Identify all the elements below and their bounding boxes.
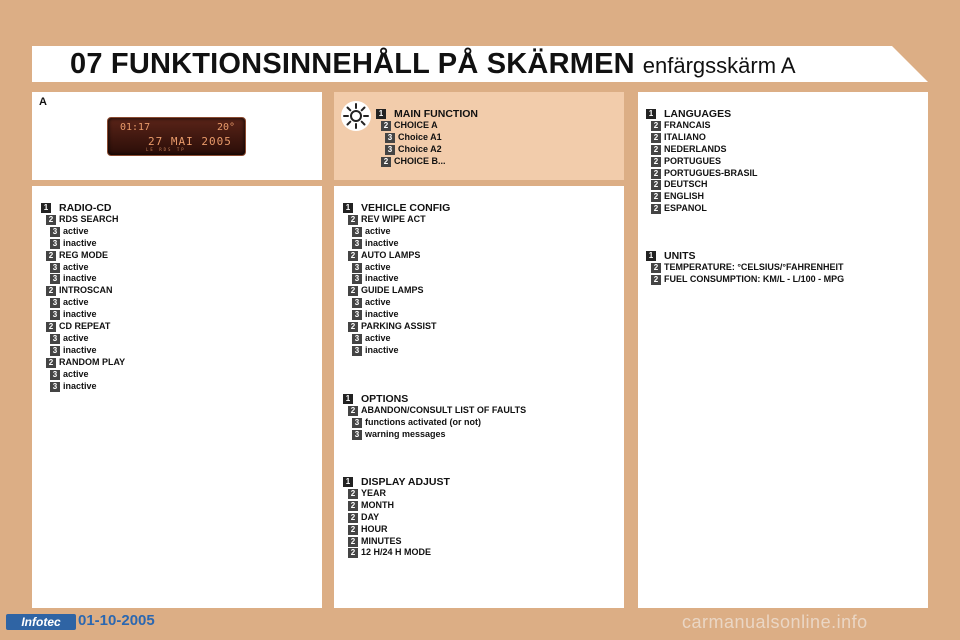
menu-item-label: inactive: [63, 380, 97, 391]
menu-item-label: YEAR: [361, 487, 387, 498]
level-2-badge-icon: 2: [348, 501, 358, 511]
level-2-badge-icon: 2: [348, 322, 358, 332]
menu-item-label: PORTUGUES-BRASIL: [664, 167, 758, 178]
level-3-badge-icon: 3: [352, 346, 362, 356]
menu-item-label: inactive: [365, 309, 399, 320]
lcd-indicators: LE RDS TP: [146, 147, 186, 152]
level-2-badge-icon: 2: [46, 322, 56, 332]
menu-item-label: inactive: [365, 273, 399, 284]
level-1-badge-icon: 1: [343, 203, 353, 213]
level-2-badge-icon: 2: [651, 121, 661, 131]
level-2-badge-icon: 2: [348, 215, 358, 225]
level-2-badge-icon: 2: [651, 145, 661, 155]
level-3-badge-icon: 3: [352, 310, 362, 320]
menu-item-label: ABANDON/CONSULT LIST OF FAULTS: [361, 404, 527, 415]
level-2-badge-icon: 2: [46, 286, 56, 296]
menu-item-label: inactive: [365, 344, 399, 355]
lcd-date: 27 MAI 2005: [148, 135, 232, 148]
level-2-badge-icon: 2: [651, 169, 661, 179]
level-3-badge-icon: 3: [352, 418, 362, 428]
level-2-badge-icon: 2: [651, 192, 661, 202]
level-3-badge-icon: 3: [50, 239, 60, 249]
menu-item-label: DISPLAY ADJUST: [361, 476, 450, 488]
level-2-badge-icon: 2: [348, 286, 358, 296]
level-2-badge-icon: 2: [651, 180, 661, 190]
menu-item-label: active: [63, 225, 89, 236]
menu-item-label: Choice A1: [398, 131, 442, 142]
infotec-logo: Infotec: [6, 614, 76, 630]
menu-item-label: ITALIANO: [664, 131, 706, 142]
level-2-badge-icon: 2: [348, 489, 358, 499]
menu-item-label: Choice A2: [398, 143, 442, 154]
level-2-badge-icon: 2: [381, 121, 391, 131]
menu-item-label: inactive: [63, 237, 97, 248]
level-2-badge-icon: 2: [46, 251, 56, 261]
menu-item-label: FUEL CONSUMPTION: KM/L - L/100 - MPG: [664, 273, 845, 284]
menu-item-label: MINUTES: [361, 535, 402, 546]
level-2-badge-icon: 2: [651, 157, 661, 167]
display-label: A: [39, 96, 47, 108]
level-1-badge-icon: 1: [646, 109, 656, 119]
menu-item-label: active: [63, 332, 89, 343]
level-2-badge-icon: 2: [651, 204, 661, 214]
level-2-badge-icon: 2: [381, 157, 391, 167]
menu-item-label: active: [365, 225, 391, 236]
menu-item-label: CHOICE B...: [394, 155, 446, 166]
menu-item-label: DAY: [361, 511, 380, 522]
level-3-badge-icon: 3: [50, 274, 60, 284]
menu-item-label: 12 H/24 H MODE: [361, 547, 432, 558]
level-3-badge-icon: 3: [50, 298, 60, 308]
level-3-badge-icon: 3: [385, 145, 395, 155]
level-3-badge-icon: 3: [352, 239, 362, 249]
lcd-temperature: 20°: [216, 122, 235, 133]
menu-item-label: PORTUGUES: [664, 155, 722, 166]
menu-item-label: RANDOM PLAY: [59, 356, 126, 367]
level-3-badge-icon: 3: [352, 298, 362, 308]
level-2-badge-icon: 2: [348, 525, 358, 535]
menu-item-label: AUTO LAMPS: [361, 249, 421, 260]
level-3-badge-icon: 3: [50, 263, 60, 273]
footer-date: 01-10-2005: [78, 612, 155, 629]
menu-item-label: REV WIPE ACT: [361, 213, 426, 224]
menu-item-label: PARKING ASSIST: [361, 321, 437, 331]
menu-item-label: HOUR: [361, 523, 388, 534]
menu-item-label: functions activated (or not): [365, 416, 482, 427]
menu-item-label: CD REPEAT: [59, 321, 111, 331]
menu-item-label: active: [63, 297, 89, 308]
level-2-badge-icon: 2: [348, 406, 358, 416]
level-3-badge-icon: 3: [385, 133, 395, 143]
level-1-badge-icon: 1: [343, 394, 353, 404]
menu-item-label: FRANCAIS: [664, 119, 711, 130]
level-3-badge-icon: 3: [352, 274, 362, 284]
level-3-badge-icon: 3: [50, 227, 60, 237]
level-3-badge-icon: 3: [352, 430, 362, 440]
header-text: [70, 48, 796, 81]
menu-item-label: RADIO-CD: [59, 202, 112, 214]
menu-item-label: active: [63, 368, 89, 379]
level-1-badge-icon: 1: [41, 203, 51, 213]
level-2-badge-icon: 2: [46, 358, 56, 368]
menu-item-label: LANGUAGES: [664, 108, 732, 120]
menu-item-label: REG MODE: [59, 249, 109, 260]
page-subtitle: enfärgsskärm A: [642, 53, 796, 78]
level-1-badge-icon: 1: [376, 109, 386, 119]
monochrome-display-image: [107, 117, 246, 156]
level-2-badge-icon: 2: [348, 537, 358, 547]
menu-item-label: UNITS: [664, 250, 696, 262]
page-title: 07 FUNKTIONSINNEHÅLL PÅ SKÄRMEN: [70, 48, 635, 80]
level-2-badge-icon: 2: [348, 513, 358, 523]
level-3-badge-icon: 3: [50, 346, 60, 356]
menu-item-label: active: [365, 261, 391, 272]
level-2-badge-icon: 2: [651, 133, 661, 143]
menu-item-label: TEMPERATURE: °CELSIUS/°FAHRENHEIT: [664, 261, 844, 272]
lcd-time: 01:17: [120, 122, 151, 133]
menu-item-label: active: [63, 261, 89, 272]
menu-item-label: active: [365, 297, 391, 308]
menu-item-label: MONTH: [361, 499, 394, 510]
watermark-text: carmanualsonline.info: [682, 612, 868, 632]
menu-item-label: GUIDE LAMPS: [361, 285, 424, 296]
menu-item-label: active: [365, 332, 391, 343]
menu-item-label: VEHICLE CONFIG: [361, 202, 451, 214]
menu-item-label: RDS SEARCH: [59, 213, 119, 224]
menu-item-label: inactive: [63, 309, 97, 320]
level-1-badge-icon: 1: [646, 251, 656, 261]
level-3-badge-icon: 3: [352, 263, 362, 273]
menu-item-label: DEUTSCH: [664, 179, 708, 190]
menu-item-label: MAIN FUNCTION: [394, 108, 478, 120]
level-3-badge-icon: 3: [50, 334, 60, 344]
main-function-panel: [334, 92, 624, 180]
level-1-badge-icon: 1: [343, 477, 353, 487]
level-2-badge-icon: 2: [651, 263, 661, 273]
page-header: [32, 46, 928, 82]
menu-item-label: INTROSCAN: [59, 285, 113, 296]
menu-item-label: CHOICE A: [394, 119, 438, 130]
menu-item-label: inactive: [365, 237, 399, 248]
level-2-badge-icon: 2: [348, 548, 358, 558]
level-2-badge-icon: 2: [348, 251, 358, 261]
sun-brightness-icon: [341, 101, 371, 131]
menu-item-label: NEDERLANDS: [664, 143, 727, 154]
level-3-badge-icon: 3: [352, 227, 362, 237]
menu-item-label: ENGLISH: [664, 191, 705, 202]
menu-item-label: warning messages: [365, 428, 446, 439]
level-2-badge-icon: 2: [46, 215, 56, 225]
menu-item-label: inactive: [63, 273, 97, 284]
level-3-badge-icon: 3: [352, 334, 362, 344]
level-3-badge-icon: 3: [50, 370, 60, 380]
level-3-badge-icon: 3: [50, 310, 60, 320]
menu-item-label: inactive: [63, 344, 97, 355]
menu-item-label: ESPANOL: [664, 203, 707, 214]
menu-item-label: OPTIONS: [361, 393, 409, 405]
level-3-badge-icon: 3: [50, 382, 60, 392]
level-2-badge-icon: 2: [651, 275, 661, 285]
